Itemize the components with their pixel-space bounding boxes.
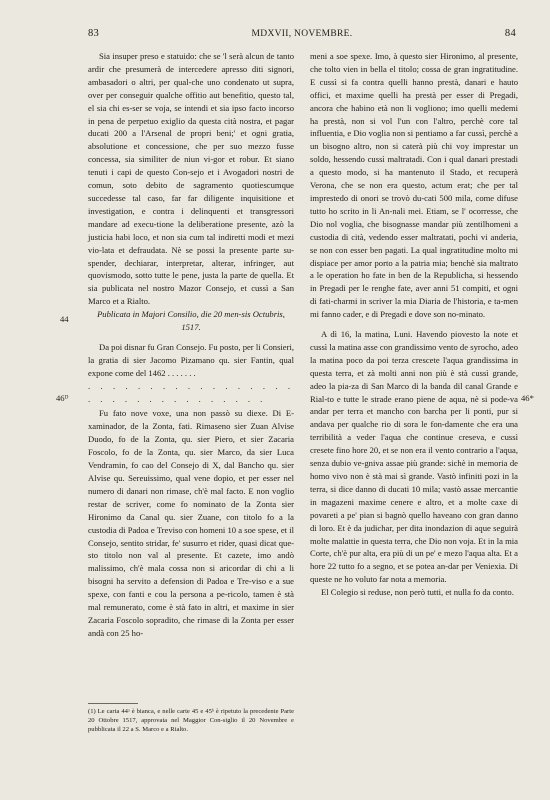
margin-number-46-left: 46ᴰ (56, 393, 69, 403)
ellipsis-line: . . . . . . . . . . . . . . . . . . . . . . . . . . . . . . . . (88, 380, 294, 404)
paragraph-continued: meni a soe spexe. Imo, à questo sier Hironimo, al presente, che tolto vien in bella el titolo; cossa de gran ingratitudine. E cussì si fa contra quelli hanno prestà, danari e hauto offici, et maxime quelli ha prestà per esser di Pregadi, ancora che habino età non li vogliono; imo quelli medemi ha prestà, non si vol l'un con l'altro, perchè core tal influentia, e Dio voglia non si pentiamo a far cussì, perchè a un bisogno altro, non si caterà più chi voy imprestar un soldo, hessendo cussì maltratadi. Con i qual danari prestadi a questo modo, si ha mantenuto il Stado, et recuperà Verona, che se non era questo, actum erat; che per tal imprestedo di onori se trovò du-cati 500 mila, come difuse tutto ho scrito in li An-nali mei. Etiam, se l' ocorresse, che Dio nol voglia, che bisognasse mandar più zentilhomeni a custodia di cità, vedendo esser maltratati, pochi vi anderia, se non con esser ben pagati. La qual ingratitudine molto mi dispiace per amor porto a la patria mia; benchè sia maltrato a le operation ho fate in ben de la Republicha, si hessendo in Pregadi per le renghe fate, aver anni 51 compiti, et ogni di fati-charmi in scriver la mia Diaria de l'historia, e ta-men mi fanno cader, e di Pregadi e dove son no-minato. (310, 51, 518, 320)
paragraph-nove-voxe: Fu fato nove voxe, una non passò su diexe. Di E-xaminador, de la Zonta, fati. Rimaseno sier Zuan Alvise Duodo, fo de la Zonta, qu. sier Piero, et sier Zacaria Foscolo, fo de la Zonta, qu. sier Marco, da sier Luca Vendramin, fo cao del Consejo di X, dal Bancho qu. sier Alvise qu. Sereuissimo, qual vene dopio, et per esser nel numero di danari non rimase, ch'è mal facto. E non voglio restar de scriver, come fo nominato de la Zonta sier Hironimo da Canal qu. sier Zuane, con titolo fo a la custodia di Padoa e Treviso con homeni 10 a soe spese, et il Consejo, sentito stridar, fe' susurro et rider, quasi dicat que-sto titolo non val al presente. Et cazete, imo andò malissimo, ch'è mala cossa non si aricordar di chi a li bisogni ha servito a defension di Padoa e Tre-viso e a sue spexe, con fanti e cou la persona a pe-ricolo, tamen è stà mal remunerato, come è stà fato in altri, et maxime in sier Zacaria Foscolo sopradito, che rimase di la Zonta per esser andà con 25 ho- (88, 408, 294, 638)
paragraph-colegio: El Colegio si reduse, non però tutti, et nulla fo da conto. (321, 587, 514, 598)
paragraph-sia-insuper: Sia insuper preso e statuido: che se 'l serà alcun de tanto ardir che presumerà de intercedere apresso diti signori, ambasadori o altri, per qual-che uno condenato ut supra, over per conseguir qualche offitio aut benefitio, questo tal, el sia chi es-ser se voja, se intendi et sia ipso facto incorso in pena de perpetuo exiglio da questa cità nostra, et pagar ducati 200 a l'Arsenal de propri beni;' et ogni gratia, absolutione et concessione, che per suo mezzo fusse concessa, sia similiter de niun vi-gor et robur. Et siano tenuti i capi de questo Con-sejo et i Avogadori nostri de comun, soto debito de sagramento quotiescumque succedesse tal caso, far far diligente inquisitione et investigation, e contra i delinquenti et transgressori mandare ad execu-tione la deliberatione presente, azò la justicia habi loco, et non sia cum tal indiretti modi et mezi vio-lata et defraudata. Nè se possi la presente parte su-spender, dechiarar, interpretar, alterar, infringer, aut quovismodo, sotto tutte le pene, justa la parte de quella. Et sia publicata nel nostro Mazor Consejo, et cussì a San Marco et a Rialto. (88, 51, 294, 307)
left-column (88, 50, 294, 640)
paragraph-a-di-16: A dì 16, la matina, Luni. Havendo piovesto la note et cussì la matina asse con grandissimo vento de syrocho, adeo la matina poco da poi terza crescete l'aqua grandissima in questa terra, et zà molti anni non più è stà cussì grande, adeo la pia-za di San Marco di la banda dil canal Grande e Rial-to e tutte le strade erano piene de aqua, nè si pode-va andar per terra et mancho con barcha per li ponti, pur si andava per qualche rio di sora le fon-damente che era una terribilità a veder l'aqua che continue creseva, e cussì cresete fino hore 20, et se non era il vento contrario a l'aqua, senza dubio ve-gniva assae più grande: sichè in memoria de homo vivo non è stà mai sì grande. Vastò infiniti pozi in la terra, si dice danno di ducati 10 mila; vastò assae mercantie in magazeni maxime cenere e altro, et a molte caxe di povareti a pe' pian si bagnò quello haveano con gran danno di loro. Et è da judichar, per dita inondazion di aque seguirà molte malattie in questa terra, che Dio non voja. Et in la mia Corte, ch'è pur alta, era più di un pe' e mezo l'aqua alta. Et a hore 22 tutto fo a segno, et se potea an-dar per Veniexia. Di queste ne ho voluto far nota a memoria. (310, 329, 518, 585)
paragraph-gran-consejo: Da poi disnar fu Gran Consejo. Fu posto, per li Consieri, la gratia di sier Jacomo Pizamano qu. sier Fantin, qual expone come del 1462 . . . . . . . (88, 341, 295, 378)
margin-number-46-right: 46* (521, 393, 534, 403)
page-header (88, 28, 516, 42)
running-title: MDXVII, NOVEMBRE. (251, 29, 353, 39)
right-column (310, 50, 518, 599)
page-number-left: 83 (88, 28, 100, 39)
publication-note: Publicata in Majori Consilio, die 20 men-sis Octubris, 1517. (97, 309, 285, 333)
footnote: (1) Le carta 44ᵃ è bianca, e nelle carte 45 e 45ᵇ è ripetuto la precedente Parte 20 Ottobre 1517, approvata nel Maggior Con-siglio il 20 Novembre e pubblicata il 22 a S. Marco e a Rialto. (88, 708, 294, 733)
margin-number-44: 44 (60, 314, 69, 324)
footnote-rule (88, 703, 138, 704)
page-number-right: 84 (504, 28, 516, 39)
